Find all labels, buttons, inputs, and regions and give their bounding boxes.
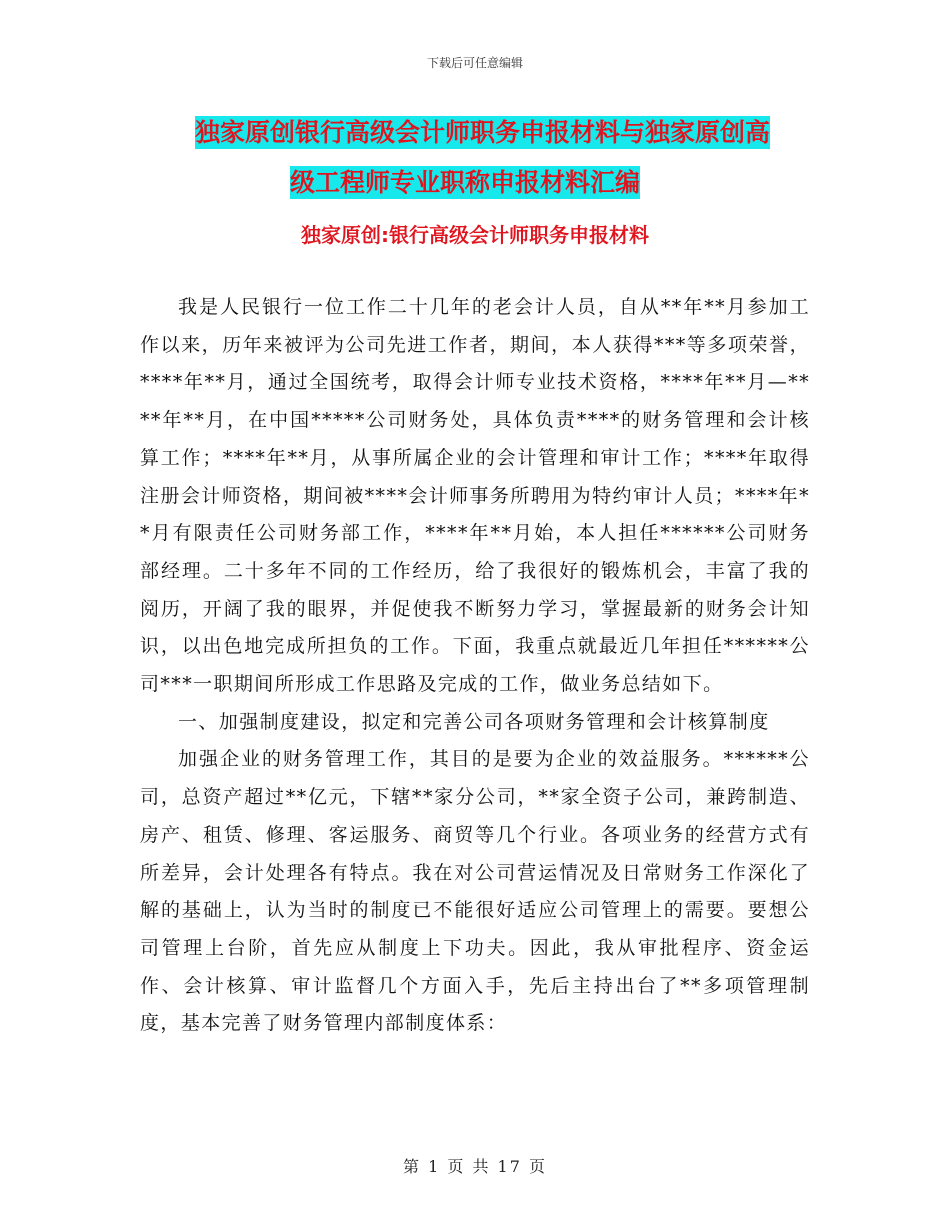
page-number: 第 1 页 共 17 页 <box>403 1157 547 1176</box>
body-paragraph-heading: 一、加强制度建设，拟定和完善公司各项财务管理和会计核算制度 <box>178 710 770 733</box>
section-title: 独家原创:银行高级会计师职务申报材料 <box>301 223 649 247</box>
body-paragraph-2: 加强企业的财务管理工作，其目的是要为企业的效益服务。******公司，总资产超过**亿元，下辖**家分公司，**家全资子公司，兼跨制造、房产、租赁、修理、客运服务、商贸等几个行业。各项业务的经营方式有所差异，会计处理各有特点。我在对公司营运情况及日常财务工作深化了解的基础上，认为当时的制度已不能很好适应公司管理上的需要。要想公司管理上台阶，首先应从制度上下功夫。因此，我从审批程序、资金运作、会计核算、审计监督几个方面入手，先后主持出台了**多项管理制度，基本完善了财务管理内部制度体系： <box>140 748 810 1035</box>
title-line-2 <box>145 158 815 208</box>
document-body <box>140 289 810 1043</box>
title-line-1-text: 独家原创银行高级会计师职务申报材料与独家原创高 <box>195 118 771 147</box>
title-line-2-text: 级工程师专业职称申报材料汇编 <box>290 168 641 197</box>
body-paragraph-1: 我是人民银行一位工作二十几年的老会计人员，自从**年**月参加工作以来，历年来被评为公司先进工作者，期间，本人获得***等多项荣誉，****年**月，通过全国统考，取得会计师专业技术资格，****年**月—****年**月，在中国*****公司财务处，具体负责****的财务管理和会计核算工作；****年**月，从事所属企业的会计管理和审计工作；****年取得注册会计师资格，期间被****会计师事务所聘用为特约审计人员；****年**月有限责任公司财务部工作，****年**月始，本人担任******公司财务部经理。二十多年不同的工作经历，给了我很好的锻炼机会，丰富了我的阅历，开阔了我的眼界，并促使我不断努力学习，掌握最新的财务会计知识，以出色地完成所担负的工作。下面，我重点就最近几年担任******公司***一职期间所形成工作思路及完成的工作，做业务总结如下。 <box>140 296 810 696</box>
title-line-1 <box>145 108 815 158</box>
header-note: 下载后可任意编辑 <box>426 56 523 70</box>
document-title <box>145 108 815 208</box>
